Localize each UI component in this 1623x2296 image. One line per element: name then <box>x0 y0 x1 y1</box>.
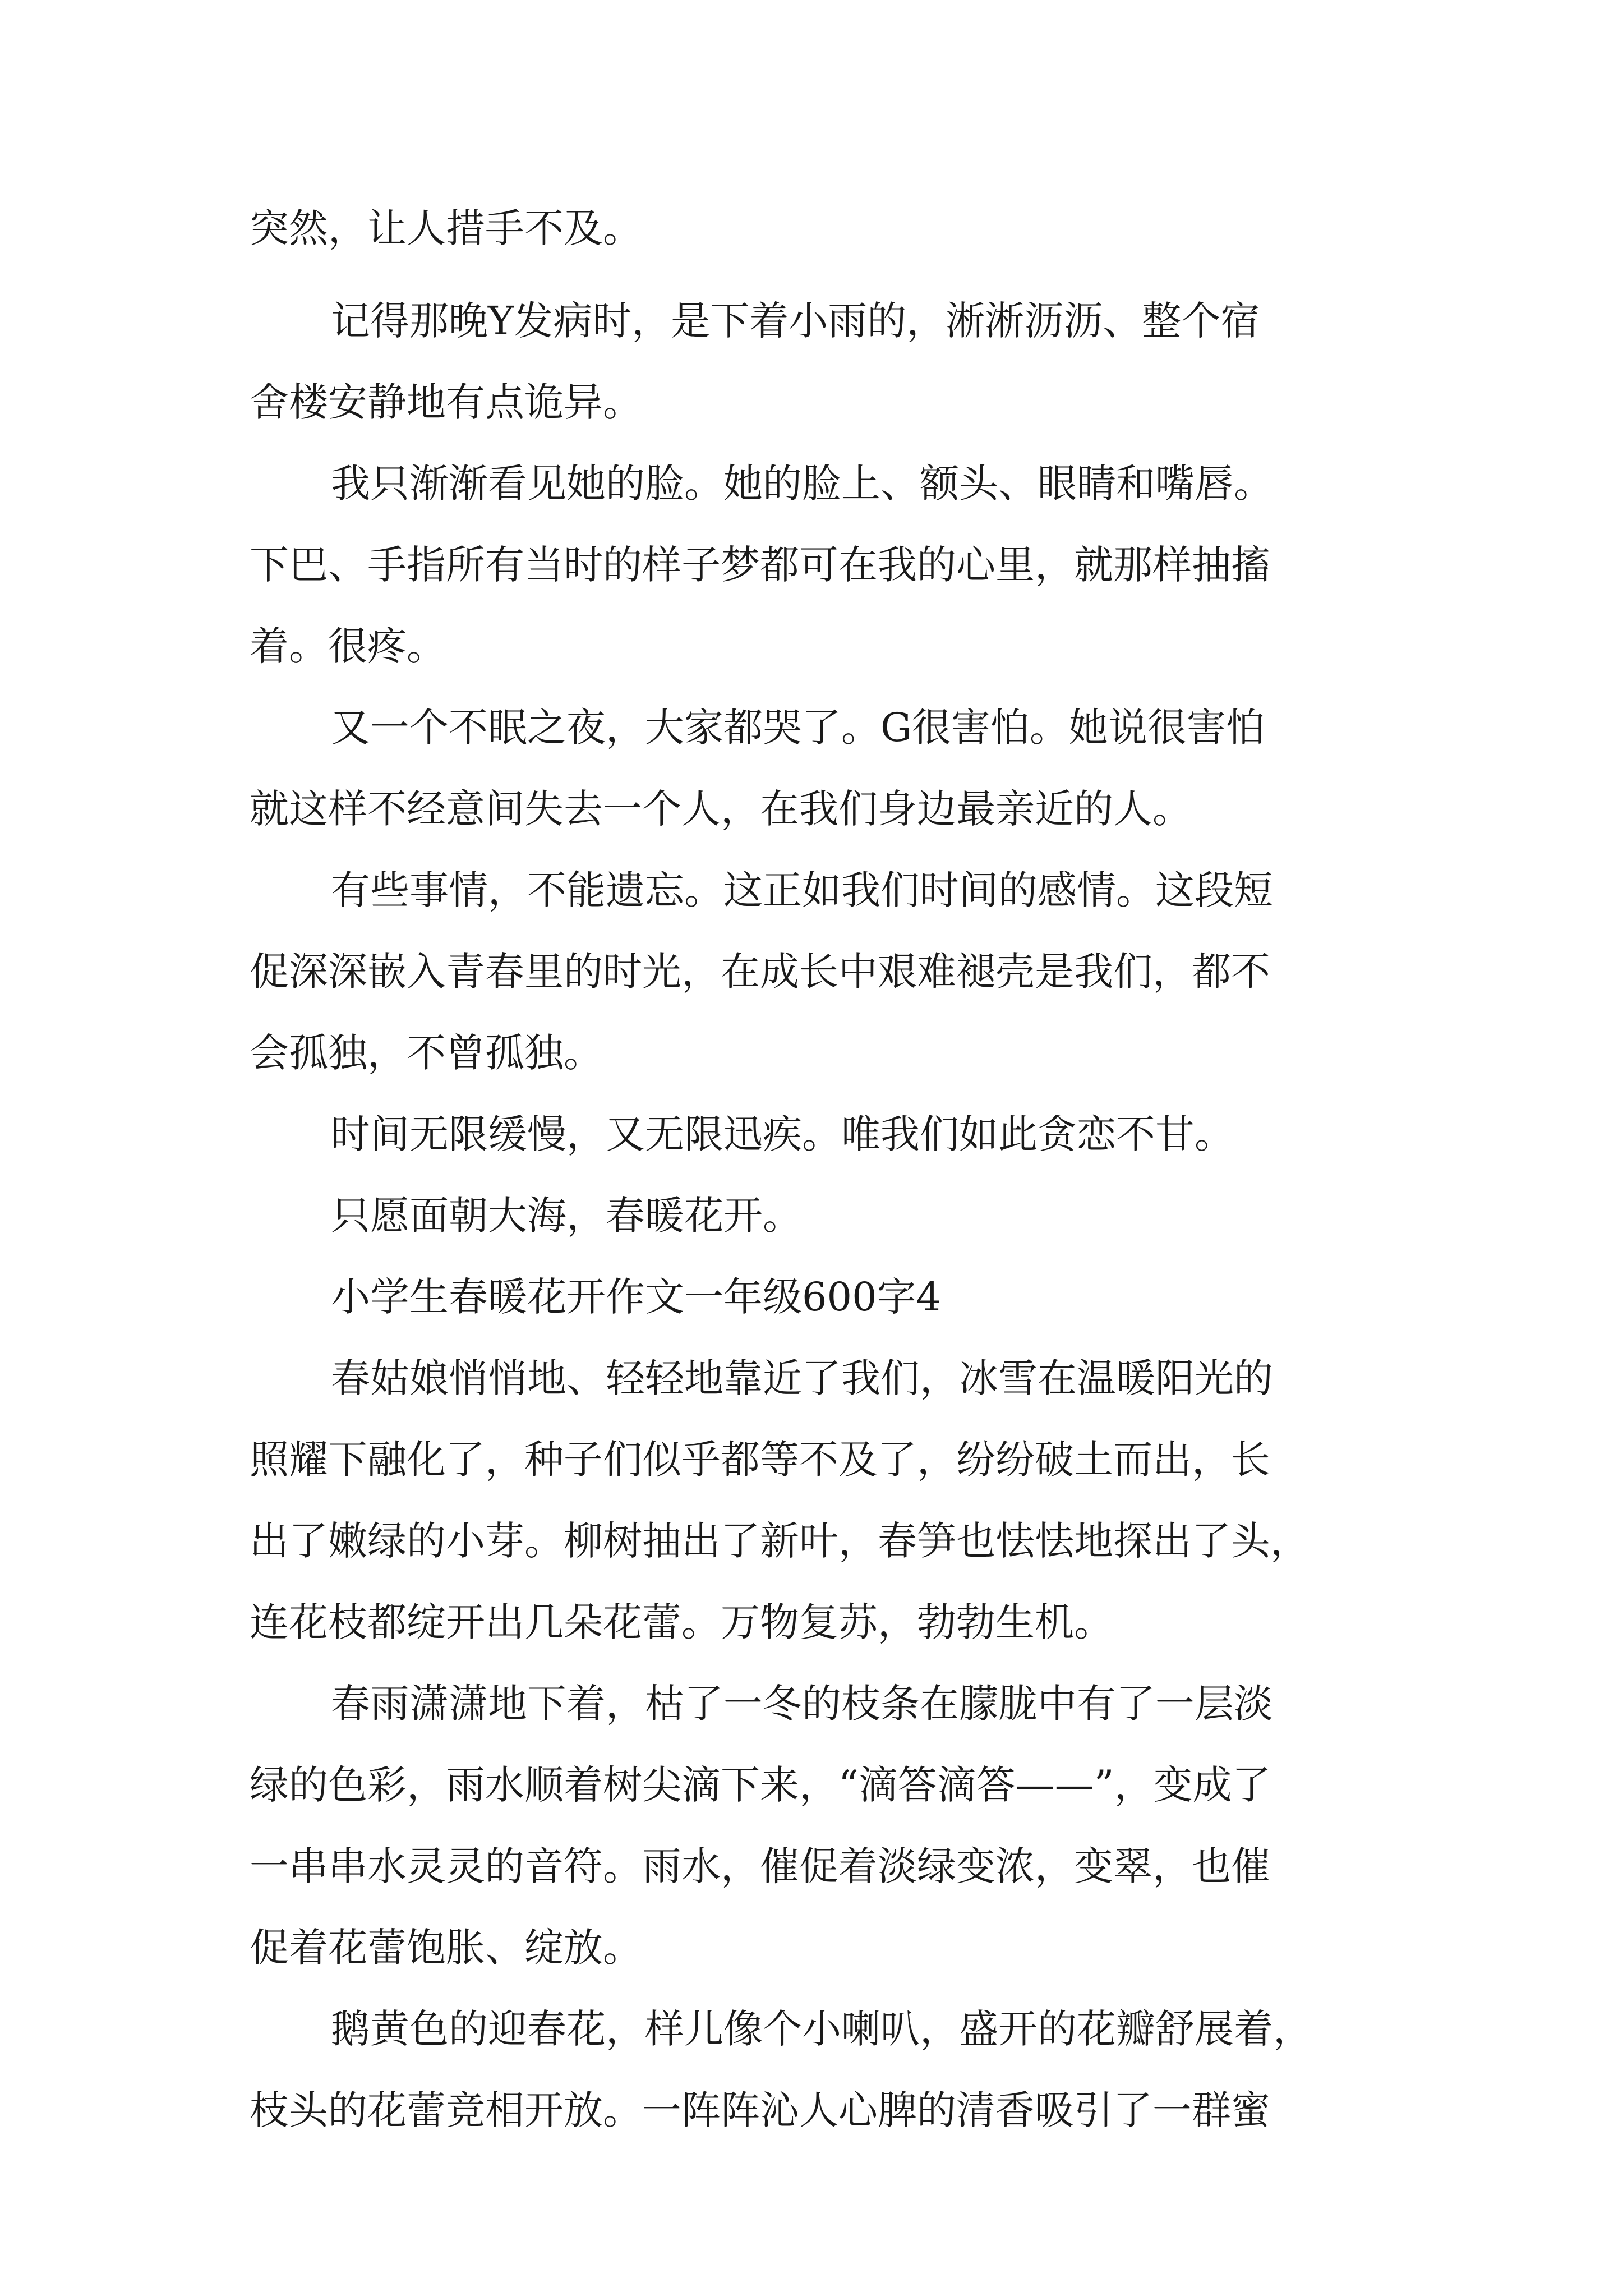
paragraph-1 <box>250 188 642 269</box>
text-line: 春姑娘悄悄地、轻轻地靠近了我们，冰雪在温暖阳光的 <box>331 1355 1273 1401</box>
essay-title <box>250 1257 941 1338</box>
text-line: 会孤独，不曾孤独。 <box>250 1030 603 1076</box>
paragraph-7 <box>250 1175 802 1257</box>
text-line: 就这样不经意间失去一个人，在我们身边最亲近的人。 <box>250 786 1192 832</box>
text-line: 出了嫩绿的小芽。柳树抽出了新叶，春笋也怯怯地探出了头， <box>250 1518 1310 1564</box>
text-line: 又一个不眠之夜，大家都哭了。G很害怕。她说很害怕 <box>331 705 1265 751</box>
text-line: 一串串水灵灵的音符。雨水，催促着淡绿变浓，变翠，也催 <box>250 1843 1270 1889</box>
text-line: 鹅黄色的迎春花，样儿像个小喇叭，盛开的花瓣舒展着， <box>331 2006 1312 2052</box>
paragraph-10 <box>250 1989 1312 2151</box>
essay-title-text: 小学生春暖花开作文一年级600字4 <box>331 1274 942 1320</box>
text-line: 枝头的花蕾竞相开放。一阵阵沁人心脾的清香吸引了一群蜜 <box>250 2087 1270 2133</box>
text-line: 突然，让人措手不及。 <box>250 205 642 251</box>
paragraph-9 <box>250 1663 1273 1989</box>
text-line: 绿的色彩，雨水顺着树尖滴下来，“滴答滴答——”，变成了 <box>250 1762 1271 1808</box>
text-line: 有些事情，不能遗忘。这正如我们时间的感情。这段短 <box>331 867 1273 913</box>
paragraph-4 <box>250 687 1265 850</box>
text-line: 着。很疼。 <box>250 623 446 669</box>
text-line: 连花枝都绽开出几朵花蕾。万物复苏，勃勃生机。 <box>250 1599 1113 1645</box>
paragraph-3 <box>250 443 1273 687</box>
text-line: 下巴、手指所有当时的样子梦都可在我的心里，就那样抽搐 <box>250 542 1270 588</box>
text-line: 舍楼安静地有点诡异。 <box>250 379 642 425</box>
paragraph-2 <box>250 280 1260 443</box>
paragraph-6 <box>250 1094 1234 1175</box>
text-line: 促深深嵌入青春里的时光，在成长中艰难褪壳是我们，都不 <box>250 949 1270 995</box>
text-line: 时间无限缓慢，又无限迅疾。唯我们如此贪恋不甘。 <box>331 1111 1234 1157</box>
text-line: 记得那晚Y发病时，是下着小雨的，淅淅沥沥、整个宿 <box>331 298 1260 344</box>
paragraph-5 <box>250 850 1273 1094</box>
text-line: 照耀下融化了，种子们似乎都等不及了，纷纷破土而出，长 <box>250 1437 1270 1483</box>
text-line: 我只渐渐看见她的脸。她的脸上、额头、眼睛和嘴唇。 <box>331 461 1273 507</box>
paragraph-8 <box>250 1338 1310 1663</box>
text-line: 只愿面朝大海，春暖花开。 <box>331 1193 802 1239</box>
text-line: 促着花蕾饱胀、绽放。 <box>250 1925 642 1971</box>
text-line: 春雨潇潇地下着，枯了一冬的枝条在朦胧中有了一层淡 <box>331 1681 1273 1727</box>
